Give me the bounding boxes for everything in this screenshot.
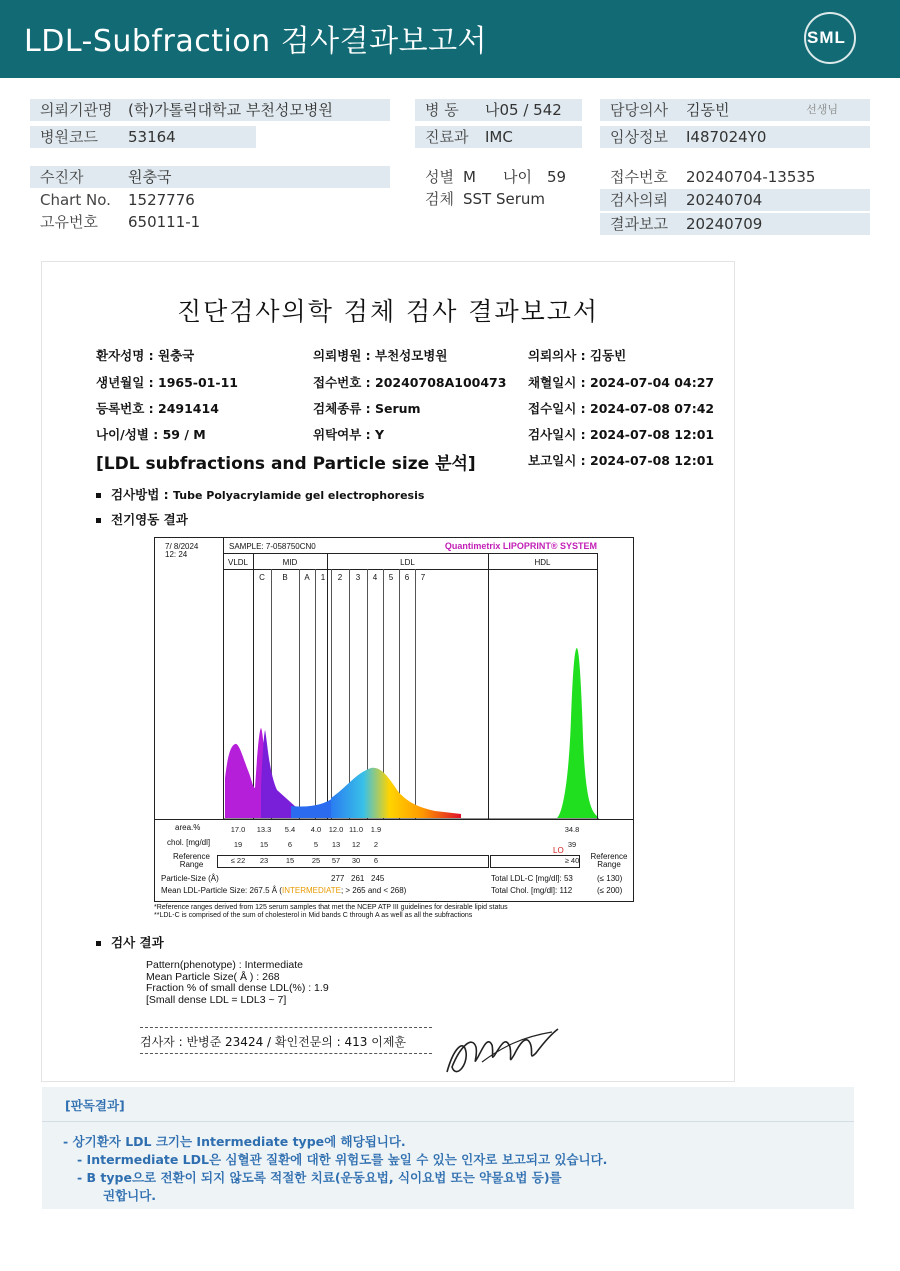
doctor-suffix: 선생님 xyxy=(806,103,838,116)
institution-value: (학)가톨릭대학교 부천성모병원 xyxy=(128,101,333,119)
doctor-field xyxy=(600,99,870,121)
total-chol-line xyxy=(491,886,572,895)
area-value: 4.0 xyxy=(310,825,322,834)
sex-age-field xyxy=(415,166,595,188)
area-value: 1.9 xyxy=(370,825,382,834)
total-chol-ref: (≤ 200) xyxy=(597,886,623,895)
institution-label: 의뢰기관명 xyxy=(40,101,113,119)
specimen-field xyxy=(415,188,595,210)
chol-flag: LO xyxy=(553,846,564,855)
specimen-label: 검체 xyxy=(425,190,454,208)
group-ldl: LDL xyxy=(400,558,415,567)
institution-field xyxy=(30,99,390,121)
section-title: [LDL subfractions and Particle size 분석] xyxy=(96,454,476,474)
total-ldl-label: Total LDL-C [mg/dl]: xyxy=(491,874,562,883)
hospital-code-value: 53164 xyxy=(128,128,176,146)
band-label: 4 xyxy=(372,573,378,582)
dashed-divider xyxy=(140,1053,432,1054)
result-item: Fraction % of small dense LDL(%) : 1.9 xyxy=(146,982,329,994)
bullet-icon xyxy=(96,493,101,498)
judgement-title: [판독결과] xyxy=(65,1098,125,1113)
chol-value: 6 xyxy=(287,840,293,849)
doctor-value: 김동빈 xyxy=(686,101,730,119)
bullet-icon xyxy=(96,518,101,523)
particle-size-2: 261 xyxy=(351,874,365,883)
result-heading xyxy=(96,933,164,951)
info-hospital: 의뢰병원 : 부천성모병원 xyxy=(313,348,448,363)
ref-value: 23 xyxy=(259,856,269,865)
receipt-label: 접수번호 xyxy=(610,168,668,186)
total-ldl-value: 53 xyxy=(563,874,573,883)
logo-text: SML xyxy=(807,28,846,47)
report-date-label: 결과보고 xyxy=(610,215,668,233)
info-collection-time: 채혈일시 : 2024-07-04 04:27 xyxy=(528,375,715,390)
dept-label: 진료과 xyxy=(425,128,469,146)
lipoprint-panel xyxy=(154,537,634,902)
clinical-value: I487024Y0 xyxy=(686,128,767,146)
age-label: 나이 xyxy=(503,168,532,186)
electro-label: 전기영동 결과 xyxy=(111,512,188,527)
patient-field xyxy=(30,166,390,188)
band-label: B xyxy=(282,573,288,582)
group-vldl: VLDL xyxy=(227,558,248,567)
gel-time: 12: 24 xyxy=(165,550,188,559)
ref-value: ≥ 40 xyxy=(564,856,580,865)
signature-line: 검사자 : 반병준 23424 / 확인전문의 : 413 이제훈 xyxy=(140,1035,407,1049)
area-value: 17.0 xyxy=(230,825,246,834)
band-label: 2 xyxy=(337,573,343,582)
judgement-line: - B type으로 전환이 되지 않도록 적절한 치료(운동요법, 식이요법 또는 약물요법 등)를 xyxy=(77,1170,562,1185)
receipt-field xyxy=(600,166,870,188)
chol-value: 2 xyxy=(373,840,379,849)
sml-logo xyxy=(804,12,856,64)
gel-sample: SAMPLE: 7-058750CN0 xyxy=(229,542,316,551)
sex-value: M xyxy=(463,168,476,186)
area-value: 11.0 xyxy=(348,825,364,834)
judgement-line: 권합니다. xyxy=(103,1188,157,1203)
reference-notes xyxy=(154,904,508,920)
total-chol-value: 112 xyxy=(559,886,573,895)
report-date-value: 20240709 xyxy=(686,215,763,233)
dept-field xyxy=(415,126,582,148)
table-rule xyxy=(155,819,633,820)
mean-size-line: Mean LDL-Particle Size: 267.5 Å (INTERMEDIATE; > 265 and < 268) xyxy=(161,886,407,895)
info-consign: 위탁여부 : Y xyxy=(313,427,385,442)
density-curve xyxy=(221,638,601,820)
chart-value: 1527776 xyxy=(128,191,195,209)
request-value: 20240704 xyxy=(686,191,763,209)
chol-value: 12 xyxy=(351,840,361,849)
report-date-field xyxy=(600,213,870,235)
result-item: [Small dense LDL = LDL3 ~ 7] xyxy=(146,993,287,1006)
band-label: 7 xyxy=(420,573,426,582)
clinical-label: 임상정보 xyxy=(610,128,668,146)
group-mid: MID xyxy=(282,558,298,567)
patient-value: 원충국 xyxy=(128,168,172,186)
dept-value: IMC xyxy=(485,128,513,146)
gel-brand: Quantimetrix LIPOPRINT® SYSTEM xyxy=(444,541,597,551)
info-doctor: 의뢰의사 : 김동빈 xyxy=(528,348,627,363)
doctor-label: 담당의사 xyxy=(610,101,668,119)
info-receipt-time: 접수일시 : 2024-07-08 07:42 xyxy=(528,401,715,416)
note-line: **LDL-C is comprised of the sum of cholesterol in Mid bands C through A as well as all the subfractions xyxy=(154,912,473,919)
result-list xyxy=(146,960,329,1006)
band-label: A xyxy=(304,573,310,582)
ward-value: 나05 / 542 xyxy=(485,101,562,119)
report-header xyxy=(0,0,900,78)
judgement-line: - 상기환자 LDL 크기는 Intermediate type에 해당됩니다. xyxy=(63,1134,406,1149)
row-label-ref-right: Reference Range xyxy=(590,852,628,869)
report-document xyxy=(41,261,735,1082)
area-value: 12.0 xyxy=(328,825,344,834)
row-label-ref: Reference Range xyxy=(173,852,210,869)
ref-value: 6 xyxy=(373,856,379,865)
mean-size-value: 267.5 Å xyxy=(249,886,278,895)
chol-value: 5 xyxy=(313,840,319,849)
band-label: 6 xyxy=(404,573,410,582)
particle-size-1: 277 xyxy=(331,874,345,883)
total-ldl-ref: (≤ 130) xyxy=(597,874,623,883)
info-specimen-type: 검체종류 : Serum xyxy=(313,401,421,416)
info-reg-no: 등록번호 : 2491414 xyxy=(96,401,219,416)
judgement-line: - Intermediate LDL은 심혈관 질환에 대한 위험도를 높일 수 있는 인자로 보고되고 있습니다. xyxy=(77,1152,608,1167)
chol-value: 13 xyxy=(331,840,341,849)
info-receipt-no: 접수번호 : 20240708A100473 xyxy=(313,375,507,390)
request-label: 검사의뢰 xyxy=(610,191,668,209)
info-age-sex: 나이/성별 : 59 / M xyxy=(96,427,206,442)
gel-rule xyxy=(223,553,597,554)
patient-label: 수진자 xyxy=(40,168,84,186)
area-value: 13.3 xyxy=(256,825,272,834)
band-label: 3 xyxy=(355,573,361,582)
specimen-value: SST Serum xyxy=(463,190,546,208)
ref-value: 30 xyxy=(351,856,361,865)
chart-field xyxy=(30,189,390,211)
band-label: C xyxy=(259,573,265,582)
ward-label: 병 동 xyxy=(425,101,459,119)
handwritten-signature xyxy=(442,1017,562,1082)
area-value: 5.4 xyxy=(284,825,296,834)
method-value: Tube Polyacrylamide gel electrophoresis xyxy=(173,489,425,502)
chol-value: 19 xyxy=(233,840,243,849)
hospital-code-label: 병원코드 xyxy=(40,128,98,146)
dashed-divider xyxy=(140,1027,432,1028)
chart-label: Chart No. xyxy=(40,191,111,209)
page-title: LDL-Subfraction 검사결과보고서 xyxy=(24,24,488,59)
gel-date: 7/ 8/2024 xyxy=(165,542,199,551)
unique-label: 고유번호 xyxy=(40,213,98,231)
row-label-area: area.% xyxy=(175,823,201,832)
band-label: 1 xyxy=(320,573,326,582)
note-line: *Reference ranges derived from 125 serum samples that met the NCEP ATP III guidelines for desirable lipid status xyxy=(154,904,508,911)
info-birth: 생년월일 : 1965-01-11 xyxy=(96,375,238,390)
hospital-code-field xyxy=(30,126,256,148)
particle-size-label: Particle-Size (Å) xyxy=(161,874,219,883)
total-chol-label: Total Chol. [mg/dl]: xyxy=(491,886,558,895)
ref-value: ≤ 22 xyxy=(230,856,246,865)
clinical-field xyxy=(600,126,870,148)
request-field xyxy=(600,189,870,211)
row-label-chol: chol. [mg/dl] xyxy=(167,838,211,847)
receipt-value: 20240704-13535 xyxy=(686,168,816,186)
total-ldl-line xyxy=(491,874,573,883)
mean-size-class: INTERMEDIATE xyxy=(281,886,341,895)
sex-label: 성별 xyxy=(425,168,454,186)
chol-value: 15 xyxy=(259,840,269,849)
info-patient-name: 환자성명 : 원충국 xyxy=(96,348,195,363)
bullet-icon xyxy=(96,941,101,946)
mean-size-label: Mean LDL-Particle Size: xyxy=(161,886,248,895)
unique-field xyxy=(30,211,390,233)
method-line xyxy=(96,485,424,503)
area-value: 34.8 xyxy=(564,825,580,834)
unique-value: 650111-1 xyxy=(128,213,201,231)
gel-rule xyxy=(223,569,597,570)
result-label: 검사 결과 xyxy=(111,935,164,950)
result-item: Pattern(phenotype) : Intermediate xyxy=(146,959,304,971)
particle-size-3: 245 xyxy=(371,874,385,883)
judgement-header xyxy=(42,1087,854,1122)
band-label: 5 xyxy=(388,573,394,582)
electro-line xyxy=(96,510,188,528)
judgement-panel xyxy=(42,1087,854,1209)
method-label: 검사방법 : xyxy=(111,487,169,502)
mean-size-range: > 265 and < 268) xyxy=(345,886,407,895)
group-hdl: HDL xyxy=(534,558,551,567)
result-item: Mean Particle Size( Å ) : 268 xyxy=(146,970,280,983)
age-value: 59 xyxy=(547,168,567,186)
ward-field xyxy=(415,99,582,121)
ref-value: 15 xyxy=(285,856,295,865)
info-test-time: 검사일시 : 2024-07-08 12:01 xyxy=(528,427,715,442)
ref-value: 25 xyxy=(311,856,321,865)
ref-value: 57 xyxy=(331,856,341,865)
chol-value: 39 xyxy=(567,840,577,849)
info-report-time: 보고일시 : 2024-07-08 12:01 xyxy=(528,453,715,468)
report-title: 진단검사의학 검체 검사 결과보고서 xyxy=(176,297,600,326)
